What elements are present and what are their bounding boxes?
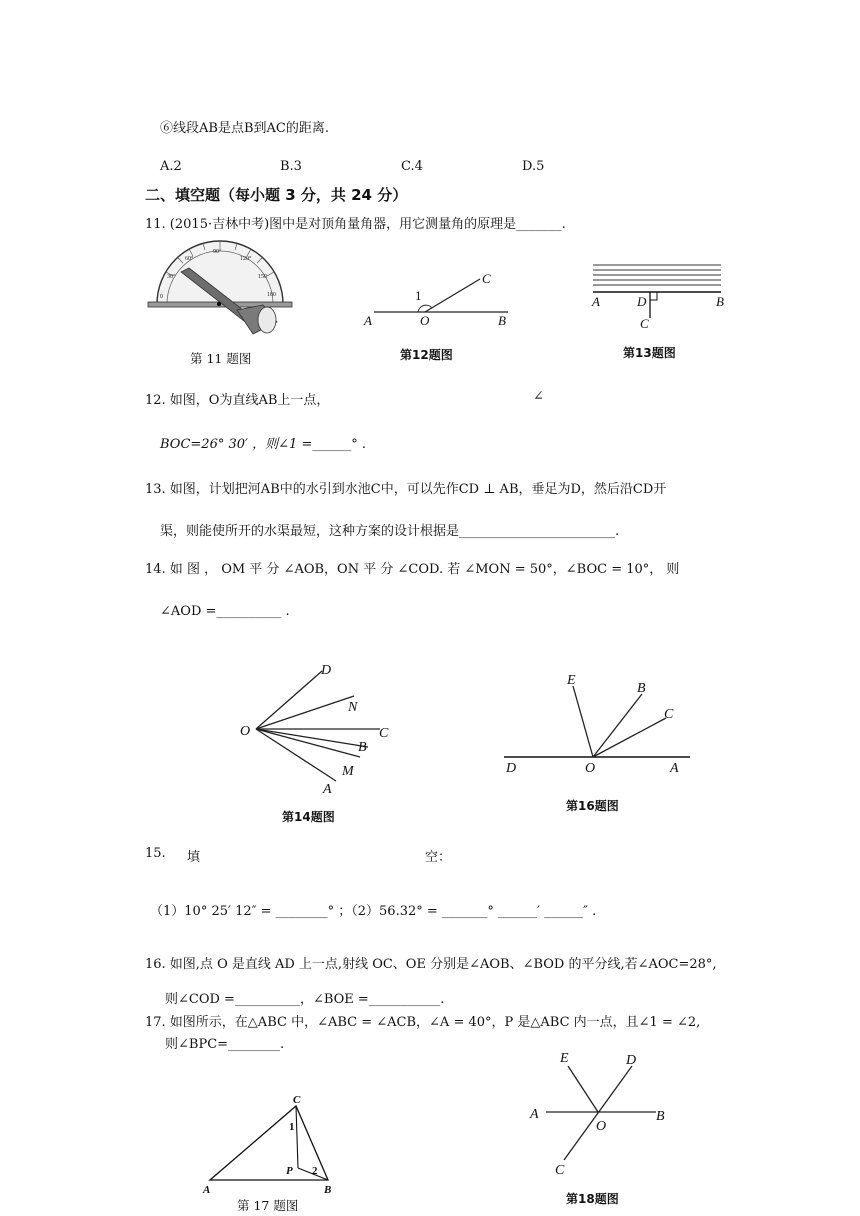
q17-line2: 则∠BPC=________. (165, 1037, 285, 1052)
fig14-label-o: O (240, 724, 251, 739)
fig14-label-m: M (342, 764, 354, 779)
fig17-label-p: P (286, 1165, 293, 1177)
q15-head-blank: 空： (425, 850, 452, 865)
q12-line1: 12. 如图，O为直线AB上一点， (145, 393, 330, 408)
fig16-diagram (500, 668, 700, 778)
q16-line2: 则∠COD =__________，∠BOE =___________. (165, 992, 445, 1007)
fig13-label-b: B (716, 294, 724, 309)
fig11-mark-120: 120° (240, 256, 252, 262)
fig16-label-o: O (585, 761, 596, 776)
q15-head-fill: 填 (187, 850, 201, 865)
q12-line2: BOC=26° 30′ ，则∠1 =______° . (160, 437, 367, 452)
fig17-label-a: A (203, 1184, 211, 1196)
q12-angle-sign: ∠ (533, 389, 544, 404)
fig14-label-c: C (379, 726, 389, 741)
fig17-label-2: 2 (312, 1165, 318, 1177)
fig12-label-b: B (498, 313, 506, 328)
fig12-label-a: A (364, 313, 372, 328)
q13-line1: 13. 如图，计划把河AB中的水引到水池C中，可以先作CD ⊥ AB，垂足为D，然后沿CD开 (145, 482, 667, 497)
fig13-label-c: C (640, 316, 649, 331)
fig16-label-d: D (506, 761, 517, 776)
fig17-caption: 第 17 题图 (237, 1198, 299, 1213)
fig18-label-a: A (530, 1107, 539, 1122)
q10-option-b: B.3 (280, 159, 302, 174)
q15-number: 15. (145, 846, 166, 861)
q14-line1: 14. 如 图 ， OM 平 分 ∠AOB，ON 平 分 ∠COD. 若 ∠MON = 50°，∠BOC = 10°， 则 (145, 562, 680, 577)
fig14-label-d: D (321, 663, 332, 678)
q15-body: （1）10° 25′ 12″ = ________° ；（2）56.32° = _______° ______′ ______″ . (150, 904, 597, 919)
fig11-mark-0: 0 (160, 294, 163, 300)
fig16-label-c: C (664, 707, 674, 722)
fig12-caption: 第12题图 (400, 348, 453, 362)
fig14-label-b: B (358, 740, 367, 755)
fig11-caption: 第 11 题图 (190, 351, 252, 366)
q11-text: 11. (2015·吉林中考)图中是对顶角量角器，用它测量角的原理是_______. (145, 217, 566, 232)
fig17-label-1: 1 (289, 1121, 295, 1133)
fig12-label-1: 1 (415, 288, 422, 303)
fig17-diagram (200, 1092, 345, 1200)
q16-line1: 16. 如图,点 O 是直线 AD 上一点,射线 OC、OE 分别是∠AOB、∠BOD 的平分线,若∠AOC=28°, (145, 957, 717, 972)
fig14-diagram (232, 655, 402, 803)
fig16-label-b: B (637, 681, 646, 696)
q10-option-d: D.5 (522, 159, 545, 174)
fig11-protractor (145, 232, 295, 342)
q13-line2: 渠，则能使所开的水渠最短，这种方案的设计根据是________________________. (160, 524, 620, 539)
fig18-label-b: B (656, 1109, 665, 1124)
fig18-label-d: D (626, 1053, 637, 1068)
fig11-mark-30: 30° (167, 274, 176, 280)
fig18-diagram (522, 1048, 682, 1188)
q10-option-c: C.4 (401, 159, 423, 174)
fig11-mark-150: 150 (258, 274, 267, 280)
fig13-label-a: A (592, 294, 600, 309)
fig13-caption: 第13题图 (623, 346, 676, 360)
fig13-diagram (588, 258, 733, 333)
fig11-mark-180: 180 (267, 292, 276, 298)
fig16-label-e: E (567, 673, 576, 688)
fig18-label-o: O (596, 1119, 607, 1134)
fig12-label-c: C (482, 271, 491, 286)
q14-line2: ∠AOD =__________ . (160, 604, 290, 619)
fig17-label-c: C (293, 1094, 301, 1106)
fig17-label-b: B (324, 1184, 332, 1196)
fig11-mark-90: 90° (213, 249, 222, 255)
fig16-caption: 第16题图 (566, 799, 619, 813)
fig12-label-o: O (420, 313, 430, 328)
fig18-label-c: C (555, 1163, 565, 1178)
fig12-diagram (360, 265, 520, 335)
q17-line1: 17. 如图所示，在△ABC 中，∠ABC = ∠ACB，∠A = 40°，P 是△ABC 内一点，且∠1 = ∠2, (145, 1015, 701, 1030)
q10-item6: ⑥线段AB是点B到AC的距离. (160, 121, 329, 136)
fig13-label-d: D (637, 294, 647, 309)
fig14-label-n: N (348, 700, 358, 715)
fig14-label-a: A (323, 782, 332, 797)
fig16-label-a: A (670, 761, 679, 776)
q10-option-a: A.2 (160, 159, 182, 174)
fig18-label-e: E (560, 1051, 569, 1066)
fig18-caption: 第18题图 (566, 1192, 619, 1206)
section2-title: 二、填空题（每小题 3 分，共 24 分） (145, 186, 408, 204)
fig14-caption: 第14题图 (282, 810, 335, 824)
fig11-mark-60: 60° (185, 256, 194, 262)
